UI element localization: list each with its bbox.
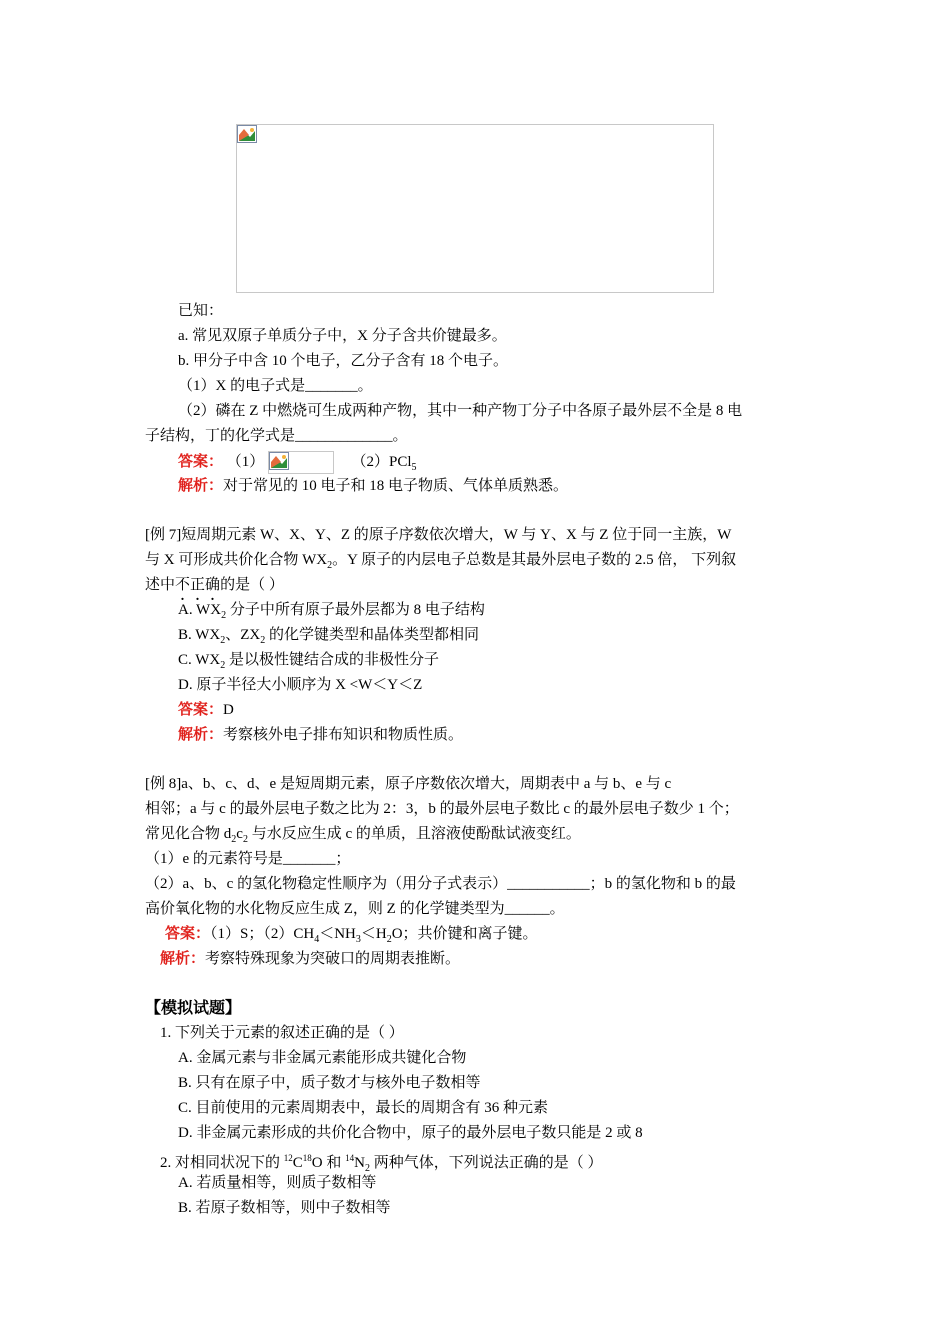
answer-label: 答案：: [165, 926, 211, 942]
ex8-question-2-line2: 高价氧化物的水化物反应生成 Z，则 Z 的化学键类型为______。: [145, 901, 565, 917]
subscript: 2: [220, 660, 226, 671]
mock-q2-option-b: B. 若原子数相等，则中子数相等: [178, 1200, 391, 1216]
known-item-a: a. 常见双原子单质分子中，X 分子含共价键最多。: [178, 328, 507, 344]
mock-q1-option-c: C. 目前使用的元素周期表中，最长的周期含有 36 种元素: [178, 1100, 549, 1116]
ex7-analysis: [178, 725, 463, 745]
option-text: 是以极性键结合成的非极性分子: [225, 652, 439, 668]
known-item-b: b. 甲分子中含 10 个电子，乙分子含有 18 个电子。: [178, 353, 509, 369]
option-text: A. WX: [178, 602, 222, 618]
mock-q1: 1. 下列关于元素的叙述正确的是（ ）: [160, 1025, 404, 1041]
subscript: 5: [411, 461, 417, 473]
analysis-label: 解析：: [178, 727, 224, 743]
ex8-line2: 相邻；a 与 c 的最外层电子数之比为 2：3，b 的最外层电子数比 c 的最外层电子数少 1 个；: [145, 801, 739, 817]
answer-image-placeholder: [268, 451, 334, 474]
ex7-option-c: [178, 650, 439, 676]
ex8-analysis: [160, 949, 460, 969]
ex7-line2-text: 与 X 可形成共价化合物 WX: [145, 552, 328, 568]
ex8-line3-text: c: [236, 826, 243, 842]
known-question-2-line1: （2）磷在 Z 中燃烧可生成两种产物，其中一种产物丁分子中各原子最外层不全是 8 电: [178, 403, 743, 419]
analysis-label: 解析：: [178, 478, 224, 494]
analysis-label: 解析：: [160, 951, 206, 967]
emphasis-char: 不: [175, 577, 191, 593]
ex8-question-2-line1: （2）a、b、c 的氢化物稳定性顺序为（用分子式表示）___________；b 的氢化物和 b 的最: [145, 876, 736, 892]
ex8-line1: [例 8]a、b、c、d、e 是短周期元素，原子序数依次增大，周期表中 a 与 b、e 与 c: [145, 776, 672, 792]
question-text: 2. 对相同状况下的: [160, 1155, 284, 1171]
option-text: 分子中所有原子最外层都为 8 电子结构: [226, 602, 485, 618]
question-text: C: [292, 1155, 303, 1171]
answer-label: 答案：: [178, 702, 224, 718]
subscript: 2: [386, 934, 392, 945]
known-question-2-line2: 子结构，丁的化学式是_____________。: [145, 428, 408, 444]
subscript: 2: [242, 834, 248, 845]
ex7-line2: [145, 550, 736, 576]
analysis-text: 考察特殊现象为突破口的周期表推断。: [205, 951, 461, 967]
subscript: 2: [327, 560, 333, 571]
ex8-line3-text: 常见化合物 d: [145, 826, 232, 842]
figure-placeholder: [236, 124, 714, 293]
ex7-line1: [例 7]短周期元素 W、X、Y、Z 的原子序数依次增大，W 与 Y、X 与 Z 位于同一主族，W: [145, 527, 732, 543]
ex8-answer: [165, 924, 538, 950]
answer-part2: （2）PCl: [351, 453, 412, 470]
ex7-option-a: [178, 600, 485, 626]
superscript: 18: [302, 1153, 312, 1163]
subscript: 2: [220, 635, 226, 646]
answer-text: D: [223, 702, 234, 718]
option-text: 、ZX: [225, 627, 261, 643]
ex7-line3-text-cont: 的是（ ）: [220, 577, 284, 593]
option-text: B. WX: [178, 627, 221, 643]
emphasis-char: 确: [205, 577, 221, 593]
ex7-option-b: [178, 625, 479, 651]
known-analysis: [178, 476, 568, 496]
ex7-line3: [145, 575, 284, 595]
subscript: 2: [221, 610, 227, 621]
broken-image-icon: [269, 452, 289, 470]
ex7-line2-text-cont: 。Y 原子的内层电子总数是其最外层电子数的 2.5 倍， 下列叙: [332, 552, 737, 568]
subscript: 2: [364, 1163, 370, 1174]
mock-q1-option-d: D. 非金属元素形成的共价化合物中，原子的最外层电子数只能是 2 或 8: [178, 1125, 643, 1141]
answer-part1: （1）: [226, 453, 265, 470]
mock-heading: 【模拟试题】: [145, 998, 242, 1017]
broken-image-icon: [237, 125, 257, 143]
ex7-answer: [178, 700, 234, 720]
subscript: 4: [314, 934, 320, 945]
ex8-line3: [145, 824, 581, 850]
mock-q2-option-a: A. 若质量相等，则质子数相等: [178, 1175, 377, 1191]
ex7-line3-text: 述中: [145, 577, 176, 593]
mock-q1-option-a: A. 金属元素与非金属元素能形成共键化合物: [178, 1050, 467, 1066]
answer-text: O；共价键和离子键。: [391, 926, 538, 942]
known-question-1: （1）X 的电子式是_______。: [178, 378, 373, 394]
subscript: 2: [231, 834, 237, 845]
subscript: 3: [355, 934, 361, 945]
subscript: 2: [260, 635, 266, 646]
ex8-line3-text: 与水反应生成 c 的单质，且溶液使酚酞试液变红。: [247, 826, 581, 842]
answer-label: 答案：: [178, 453, 224, 470]
analysis-text: 对于常见的 10 电子和 18 电子物质、气体单质熟悉。: [223, 478, 569, 494]
known-title: 已知：: [178, 303, 224, 319]
emphasis-char: 正: [190, 577, 206, 593]
analysis-text: 考察核外电子排布知识和物质性质。: [223, 727, 464, 743]
answer-text: ＜NH: [319, 926, 356, 942]
option-text: C. WX: [178, 652, 221, 668]
answer-text: ＜H: [360, 926, 387, 942]
answer-text: （1）S；（2）CH: [210, 926, 315, 942]
superscript: 12: [283, 1153, 293, 1163]
ex8-question-1: （1）e 的元素符号是_______；: [145, 851, 351, 867]
question-text: 两种气体，下列说法正确的是（ ）: [369, 1155, 603, 1171]
question-text: N: [354, 1155, 365, 1171]
superscript: 14: [345, 1153, 355, 1163]
known-answer: [178, 451, 417, 478]
ex7-option-d: D. 原子半径大小顺序为 X <W＜Y＜Z: [178, 677, 423, 693]
option-text: 的化学键类型和晶体类型都相同: [265, 627, 479, 643]
mock-q1-option-b: B. 只有在原子中，质子数才与核外电子数相等: [178, 1075, 481, 1091]
question-text: O 和: [311, 1155, 346, 1171]
